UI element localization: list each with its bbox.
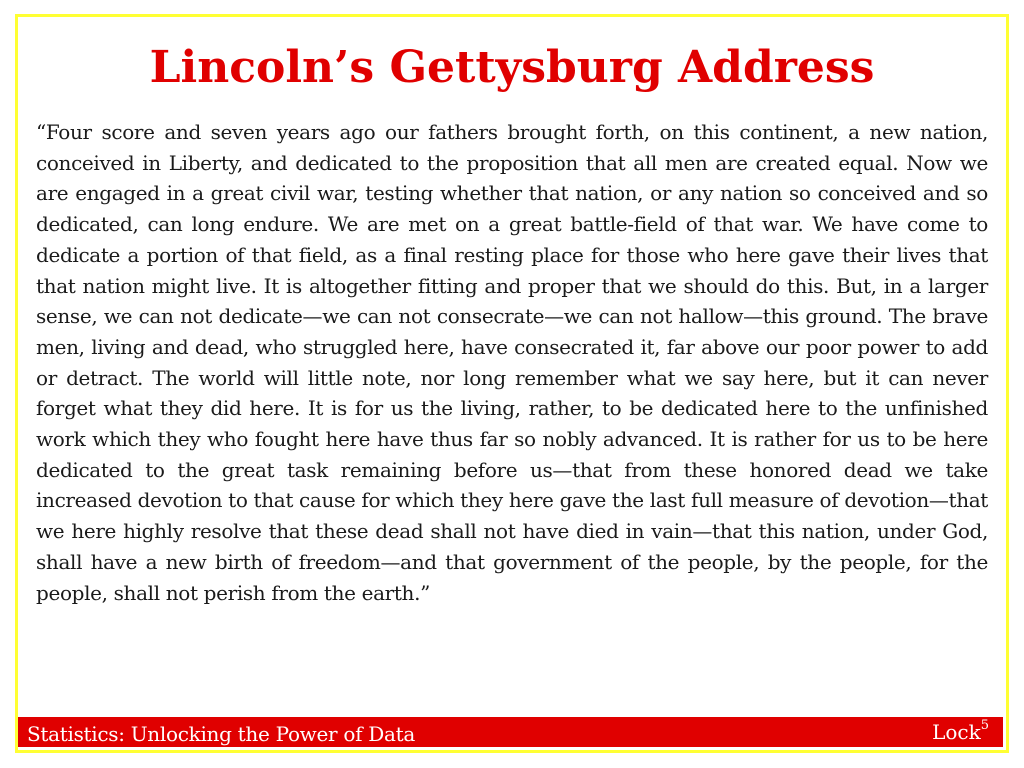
- footer-bar: [18, 717, 1003, 747]
- footer-author-name: Lock: [932, 720, 981, 744]
- footer-course-title: Statistics: Unlocking the Power of Data: [27, 722, 415, 746]
- slide-title: Lincoln’s Gettysburg Address: [149, 42, 875, 93]
- gettysburg-address-text: “Four score and seven years ago our fathers brought forth, on this continent, a new nation, conceived in Liberty, and dedicated to the proposition that all men are created equal. Now we are engaged in a great civil war, testing whether that nation, or any nation so conceived and so dedicated, can long endure. We are met on a great battle-field of that war. We have come to dedicate a portion of that field, as a final resting place for those who here gave their lives that that nation might live. It is altogether fitting and proper that we should do this. But, in a larger sense, we can not dedicate—we can not consecrate—we can not hallow—this ground. The brave men, living and dead, who struggled here, have consecrated it, far above our poor power to add or detract. The world will little note, nor long remember what we say here, but it can never forget what they did here. It is for us the living, rather, to be dedicated here to the unfinished work which they who fought here have thus far so nobly advanced. It is rather for us to be here dedicated to the great task remaining before us—that from these honored dead we take increased devotion to that cause for which they here gave the last full measure of devotion—that we here highly resolve that these dead shall not have died in vain—that this nation, under God, shall have a new birth of freedom—and that government of the people, by the people, for the people, shall not perish from the earth.”: [36, 120, 988, 605]
- footer-edition-superscript: 5: [980, 718, 989, 734]
- footer-author: [932, 717, 989, 747]
